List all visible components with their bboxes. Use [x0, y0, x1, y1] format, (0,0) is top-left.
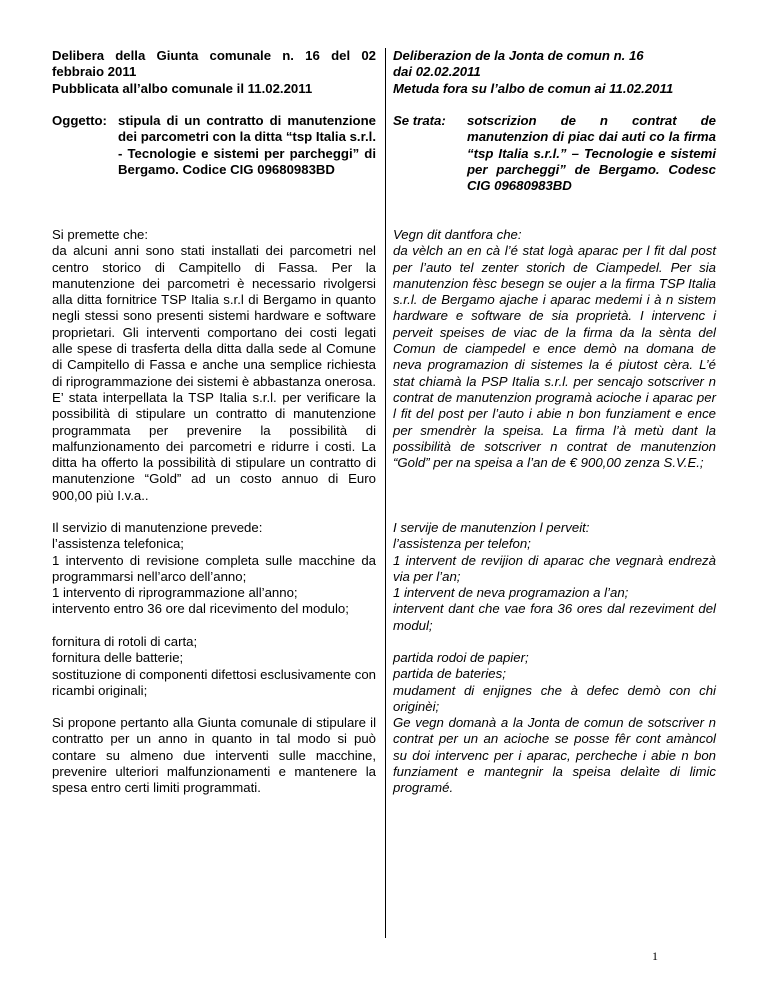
left-header-line-1: Delibera della Giunta comunale n. 16 del 02 febbraio 2011	[52, 48, 376, 80]
left-header	[52, 48, 376, 97]
left-service-item: l’assistenza telefonica;	[52, 536, 184, 552]
left-supply-item: sostituzione di componenti difettosi esclusivamente con ricambi originali;	[52, 666, 377, 698]
left-subject-text: stipula di un contratto di manutenzione dei parcometri con la ditta “tsp Italia s.r.l. - Tecnologie e sistemi per parcheggi” di Bergamo. Codice CIG 09680983BD	[118, 113, 376, 177]
right-proposal-text: Ge vegn domanà a la Jonta de comun de sotscriver n contrat per un an acioche se posse fêr cont amàncol su doi intervenc per i aparac, percheche i abie n bon funziament e mantegnir la speisa delaìte di limic programé.	[393, 715, 716, 796]
right-supply	[393, 650, 716, 715]
right-proposal	[393, 715, 716, 796]
right-subject	[393, 113, 716, 194]
right-supply-item: partida rodoi de papier;	[393, 650, 529, 665]
right-service-item: l’assistenza per telefon;	[393, 536, 531, 552]
left-service	[52, 520, 376, 618]
column-divider	[385, 48, 386, 938]
right-header	[393, 48, 716, 97]
left-service-item: 1 intervento di riprogrammazione all’anno;	[52, 585, 298, 601]
right-premise	[393, 227, 716, 471]
left-supply-item: fornitura delle batterie;	[52, 650, 184, 666]
left-service-intro: Il servizio di manutenzione prevede:	[52, 520, 263, 535]
left-subject-label: Oggetto:	[52, 113, 107, 128]
right-subject-label: Se trata:	[393, 113, 446, 128]
right-service-item: 1 intervent de neva programazion a l’an;	[393, 585, 629, 601]
left-service-item: 1 intervento di revisione completa sulle macchine da programmarsi nell’arco dell’anno;	[52, 552, 376, 584]
left-supply	[52, 634, 376, 699]
right-subject-text: sotscrizion de n contrat de manutenzion di piac dai auti co la firma “tsp Italia s.r.l.” – Tecnologie e sistemi per parcheggi” de Bergamo. Codesc CIG 09680983BD	[467, 113, 716, 194]
left-premise	[52, 227, 376, 504]
right-supply-item: partida de bateries;	[393, 666, 506, 682]
left-service-item: intervento entro 36 ore dal ricevimento del modulo;	[52, 601, 349, 617]
right-service-item: 1 intervent de revijion di aparac che vegnarà endrezà via per l’an;	[393, 552, 716, 584]
document-page	[52, 48, 716, 948]
left-header-line-2: Pubblicata all’albo comunale il 11.02.2011	[52, 80, 313, 96]
right-service-item: intervent dant che vae fora 36 ores dal rezeviment del modul;	[393, 601, 716, 633]
right-service	[393, 520, 716, 634]
left-supply-item: fornitura di rotoli di carta;	[52, 634, 198, 649]
right-premise-text: da vèlch an en cà l’é stat logà aparac per l fit dal post per l’auto tel zenter storich de Ciampedel. Per sia manutenzion fèsc besegn se oujer a la firma TSP Italia s.r.l. de Bergamo ajache i aparac medemi i à n sistem hardware e software de sia proprietà. I intervenc i perveit speises de viac de la firma da la sènta del Comun de ciampedel e ence demò na domana de neva programazion di sistemes la é piutost cèra. L’é stat chiamà la PSP Italia s.r.l. per sencajo sotscriver n contrat de manutenzion programà acioche i aparac per l fit del post per l’auto i abie n bon funziament e ence per smendrèr la speisa. La firma l’à metù dant la possibilità de sotscriver n contrat de manutenzion “Gold” per na speisa a l’an de € 900,00 zenza S.V.E.;	[393, 243, 716, 471]
right-header-line-2: dai 02.02.2011	[393, 64, 481, 80]
right-premise-intro: Vegn dit dantfora che:	[393, 227, 522, 242]
left-premise-text: da alcuni anni sono stati installati dei parcometri nel centro storico di Campitello di Fassa. Per la manutenzione dei parcometri è necessario rivolgersi alla ditta fornitrice TSP Italia s.r.l di Bergamo in quanto negli stessi sono presenti sistemi hardware e software proprietari. Gli interventi comportano dei costi legati alle spese di trasferta della ditta dalla sede al Comune di Campitello di Fassa e anche una semplice richiesta di riprogrammazione dei sistemi è abbastanza onerosa. E’ stata interpellata la TSP Italia s.r.l. per verificare la possibilità di stipulare un contratto di manutenzione programmata per prevenire la possibilità di malfunzionamento dei parcometri e ridurre i costi. La ditta ha offerto la possibilità di stipulare un contratto di manutenzione “Gold” ad un costo annuo di Euro 900,00 più I.v.a..	[52, 243, 376, 503]
right-service-intro: I servije de manutenzion l perveit:	[393, 520, 590, 535]
page-number: 1	[652, 949, 658, 963]
left-proposal	[52, 715, 376, 796]
right-supply-item: mudament di enjignes che à defec demò con chi originèi;	[393, 682, 716, 714]
right-header-line-3: Metuda fora su l’albo de comun ai 11.02.2011	[393, 80, 674, 96]
left-premise-intro: Si premette che:	[52, 227, 149, 242]
right-header-line-1: Deliberazion de la Jonta de comun n. 16	[393, 48, 644, 63]
left-subject	[52, 113, 376, 178]
left-proposal-text: Si propone pertanto alla Giunta comunale di stipulare il contratto per un anno in quanto in tal modo si può contare su almeno due interventi sulle macchine, prevenire ulteriori malfunzionamenti e mantenere la spesa entro certi limiti programmati.	[52, 715, 376, 796]
